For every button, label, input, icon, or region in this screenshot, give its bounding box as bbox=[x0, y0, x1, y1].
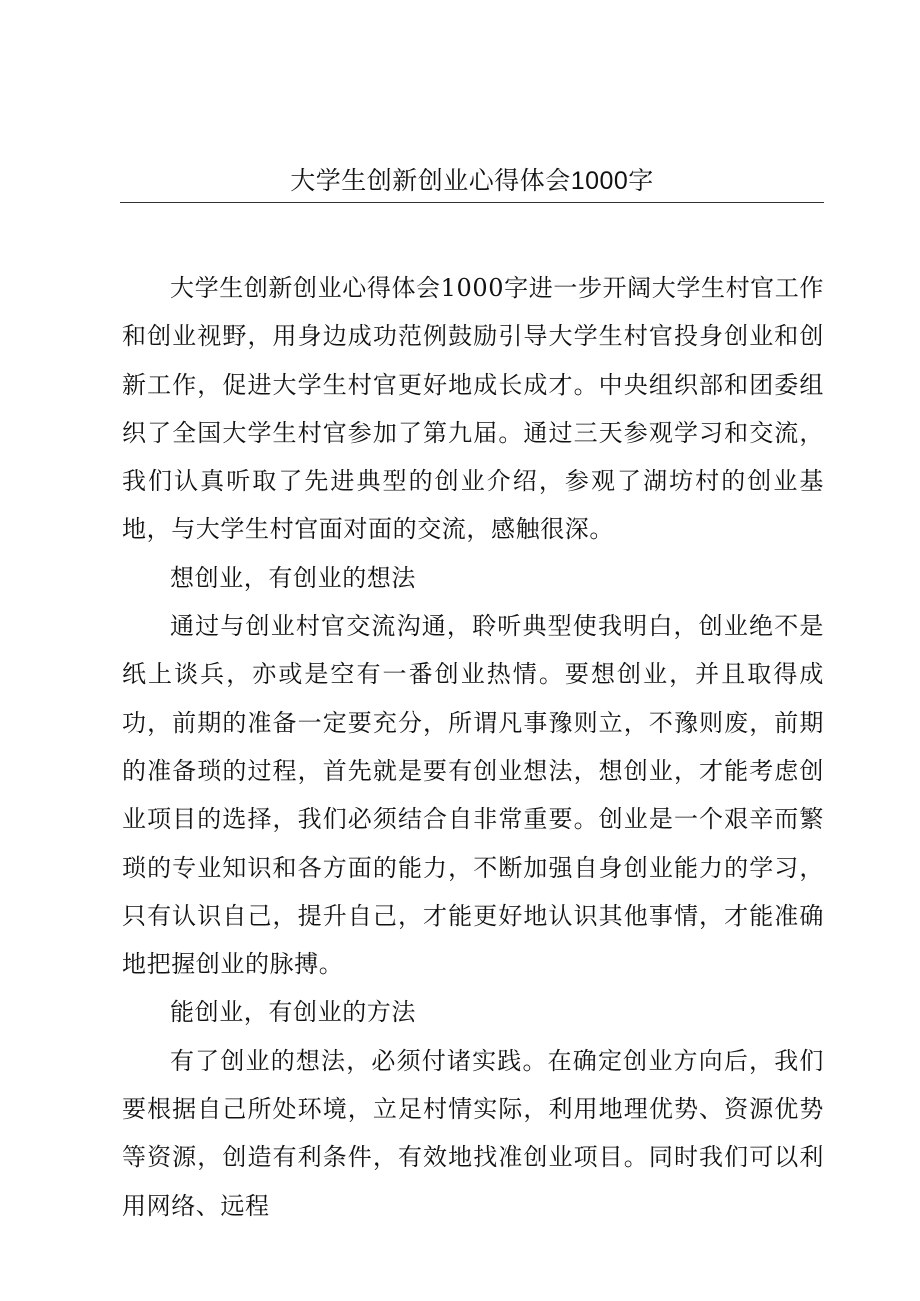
document-title: 大学生创新创业心得体会1000字 bbox=[290, 167, 654, 195]
document-body bbox=[122, 264, 824, 1230]
paragraph-idea: 通过与创业村官交流沟通，聆听典型使我明白，创业绝不是纸上谈兵，亦或是空有一番创业热情。要想创业，并且取得成功，前期的准备一定要充分，所谓凡事豫则立，不豫则废，前期的准备琐的过程，首先就是要有创业想法，想创业，才能考虑创业项目的选择，我们必须结合自非常重要。创业是一个艰辛而繁琐的专业知识和各方面的能力，不断加强自身创业能力的学习，只有认识自己，提升自己，才能更好地认识其他事情，才能准确地把握创业的脉搏。 bbox=[122, 612, 824, 979]
paragraph-method: 有了创业的想法，必须付诸实践。在确定创业方向后，我们要根据自己所处环境，立足村情实际，利用地理优势、资源优势等资源，创造有利条件，有效地找准创业项目。同时我们可以利用网络、远程 bbox=[122, 1046, 824, 1220]
paragraph-intro: 大学生创新创业心得体会1000字进一步开阔大学生村官工作和创业视野，用身边成功范例鼓励引导大学生村官投身创业和创新工作，促进大学生村官更好地成长成才。中央组织部和团委组织了全国大学生村官参加了第九届。通过三天参观学习和交流，我们认真听取了先进典型的创业介绍，参观了湖坊村的创业基地，与大学生村官面对面的交流，感触很深。 bbox=[122, 274, 824, 544]
document-header bbox=[120, 166, 824, 203]
section-heading-method: 能创业，有创业的方法 bbox=[170, 998, 416, 1027]
section-heading-idea: 想创业，有创业的想法 bbox=[170, 563, 416, 592]
